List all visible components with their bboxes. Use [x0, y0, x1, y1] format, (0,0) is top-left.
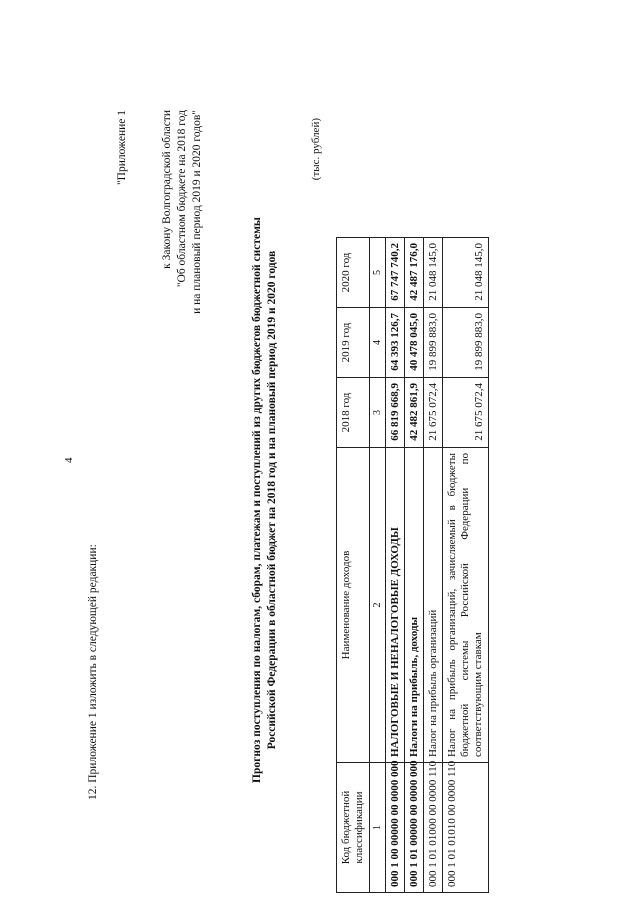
forecast-title-line-2: Российской Федерации в областной бюджет на 2018 год и на плановый период 2019 и 2020 годов [266, 250, 278, 750]
appendix-title: "Приложение 1 [116, 110, 128, 186]
col-number-2: 2 [370, 448, 386, 763]
col-number-4: 4 [370, 308, 386, 378]
row-value-2018: 21 675 072,4 [424, 378, 443, 448]
row-value-2018: 42 482 861,9 [405, 378, 424, 448]
row-code: 000 1 00 00000 00 0000 000 [386, 763, 405, 893]
row-value-2020: 42 487 176,0 [405, 238, 424, 308]
col-number-3: 3 [370, 378, 386, 448]
appendix-line-2: "Об областном бюджете на 2018 год [176, 110, 188, 288]
column-number-row [370, 238, 386, 893]
row-value-2020: 21 048 145,0 [424, 238, 443, 308]
table-row [405, 238, 424, 893]
table-header-row [337, 238, 370, 893]
forecast-title-line-1: Прогноз поступления по налогам, сборам, платежам и поступлений из других бюджетов бюджетной системы [251, 217, 263, 783]
row-name: НАЛОГОВЫЕ И НЕНАЛОГОВЫЕ ДОХОДЫ [386, 448, 405, 763]
row-name: Налоги на прибыль, доходы [405, 448, 424, 763]
appendix-line-3: и на плановый период 2019 и 2020 годов" [191, 110, 203, 314]
revenue-table [336, 237, 489, 893]
row-value-2020: 67 747 740,2 [386, 238, 405, 308]
row-value-2019: 19 899 883,0 [443, 308, 489, 378]
page-number: 4 [63, 457, 75, 463]
header-2020: 2020 год [337, 238, 370, 308]
table-row [443, 238, 489, 893]
col-number-1: 1 [370, 763, 386, 893]
row-name: Налог на прибыль организаций [424, 448, 443, 763]
col-number-5: 5 [370, 238, 386, 308]
row-value-2018: 66 819 668,9 [386, 378, 405, 448]
appendix-line-1: к Закону Волгоградской области [161, 110, 173, 269]
row-code: 000 1 01 01000 00 0000 110 [424, 763, 443, 893]
row-value-2019: 19 899 883,0 [424, 308, 443, 378]
header-code: Код бюджетной классификации [337, 763, 370, 893]
table-row [424, 238, 443, 893]
header-name: Наименование доходов [337, 448, 370, 763]
table-row [386, 238, 405, 893]
row-code: 000 1 01 01010 00 0000 110 [443, 763, 489, 893]
header-2019: 2019 год [337, 308, 370, 378]
forecast-title [250, 195, 280, 805]
units-label: (тыс. рублей) [310, 118, 322, 181]
row-value-2018: 21 675 072,4 [443, 378, 489, 448]
row-value-2019: 40 478 045,0 [405, 308, 424, 378]
row-value-2020: 21 048 145,0 [443, 238, 489, 308]
row-code: 000 1 01 00000 00 0000 000 [405, 763, 424, 893]
intro-paragraph: 12. Приложение 1 изложить в следующей редакции: [87, 544, 99, 800]
row-name: Налог на прибыль организаций, зачисляемый в бюджеты бюджетной системы Российской Федерации по соответствующим ставкам [443, 448, 489, 763]
header-2018: 2018 год [337, 378, 370, 448]
row-value-2019: 64 393 126,7 [386, 308, 405, 378]
appendix-header [115, 110, 205, 314]
